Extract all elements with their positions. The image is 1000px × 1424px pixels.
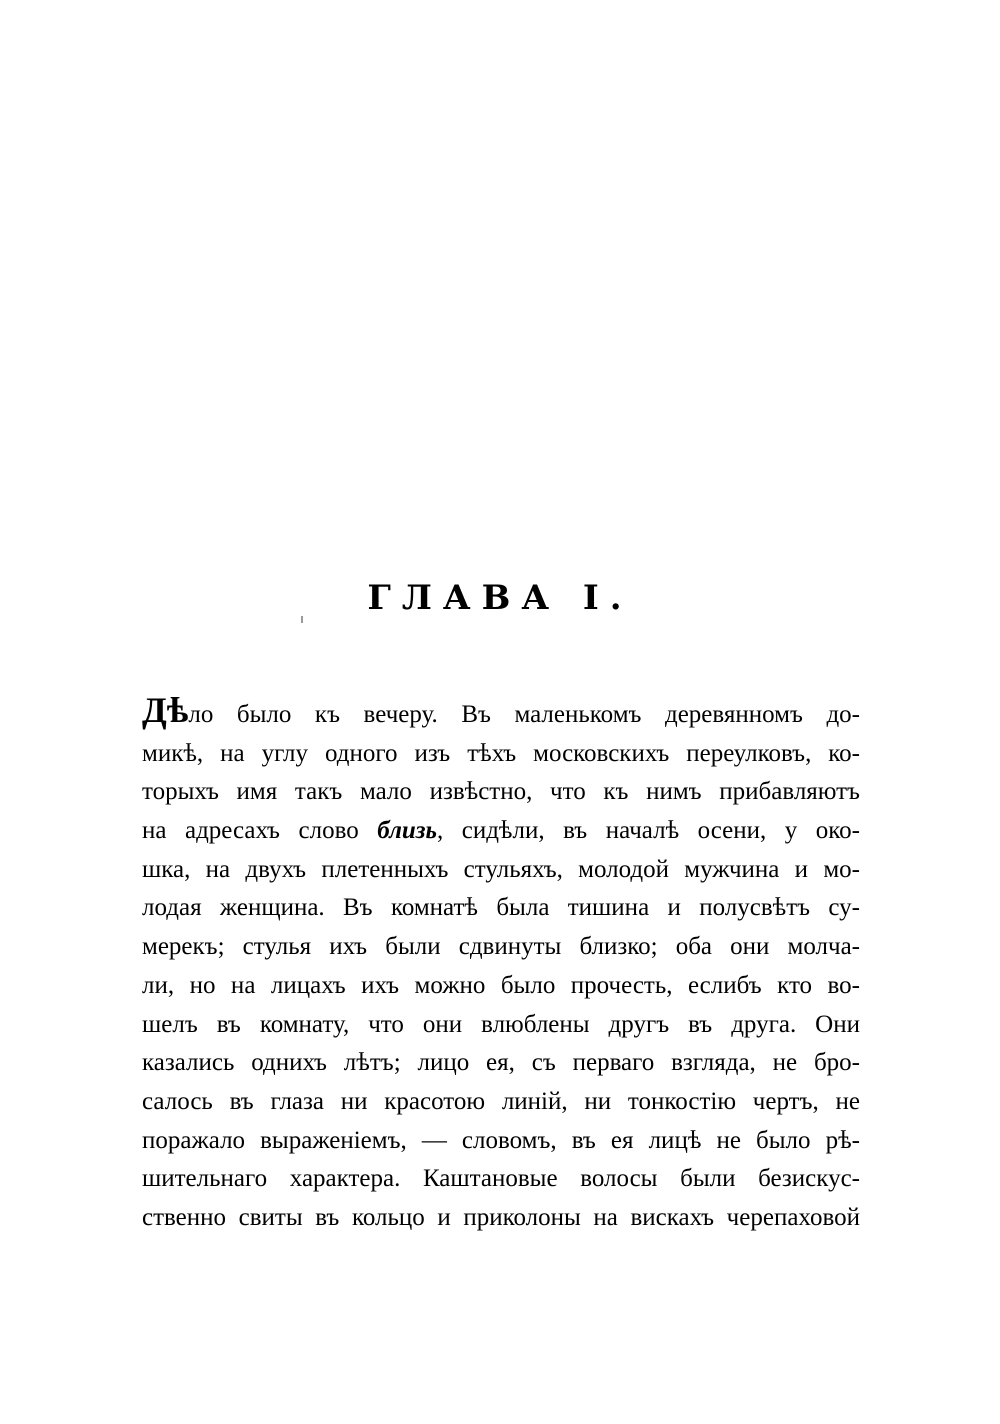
- text-line: [142, 812, 860, 851]
- emphasized-word: близь: [377, 817, 437, 845]
- drop-cap: Дѣ: [142, 690, 189, 730]
- text-line: торыхъ имя такъ мало извѣстно, что къ нимъ прибавляютъ: [142, 778, 860, 806]
- line-text: на адресахъ слово: [142, 817, 378, 845]
- line-text: ло было къ вечеру. Въ маленькомъ деревянномъ до-: [188, 701, 860, 728]
- line-text: , сидѣли, въ началѣ осени, у око-: [436, 817, 861, 845]
- chapter-paragraph: [142, 690, 861, 1238]
- text-line: ли, но на лицахъ ихъ можно было прочесть, еслибъ кто во-: [142, 971, 860, 999]
- text-line: лодая женщина. Въ комнатѣ была тишина и полусвѣтъ су-: [142, 894, 860, 922]
- text-line: шительнаго характера. Каштановые волосы были безискус-: [142, 1165, 860, 1193]
- chapter-title: ГЛАВА I.: [367, 578, 633, 618]
- text-line: микѣ, на углу одного изъ тѣхъ московскихъ переулковъ, ко-: [142, 739, 860, 767]
- text-line: шка, на двухъ плетенныхъ стульяхъ, молодой мужчина и мо-: [142, 855, 860, 883]
- ink-speck: [301, 616, 303, 623]
- text-line: поражало выраженіемъ, — словомъ, въ ея лицѣ не было рѣ-: [142, 1126, 860, 1154]
- text-line: салось въ глаза ни красотою линій, ни тонкостію чертъ, не: [142, 1087, 860, 1115]
- text-line: казались однихъ лѣтъ; лицо ея, съ перваго взгляда, не бро-: [142, 1049, 860, 1077]
- text-line: мерекъ; стулья ихъ были сдвинуты близко; оба они молча-: [142, 933, 860, 961]
- text-line: шелъ въ комнату, что они влюблены другъ въ друга. Они: [142, 1010, 860, 1038]
- text-line: [142, 690, 860, 735]
- text-line: ственно свиты въ кольцо и приколоны на вискахъ черепаховой: [142, 1203, 860, 1231]
